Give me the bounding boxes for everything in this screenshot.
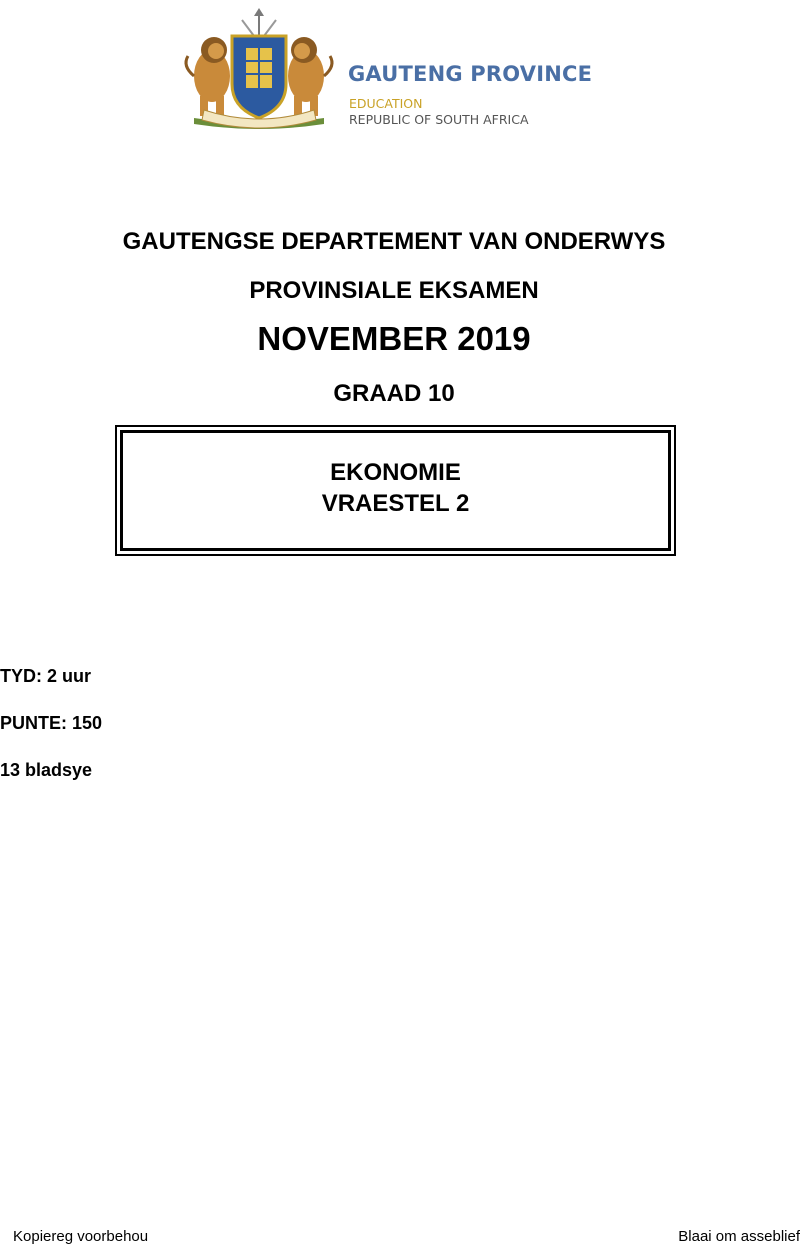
exam-marks: PUNTE: 150 <box>0 713 103 733</box>
subject-box <box>115 425 676 556</box>
grade-heading: GRAAD 10 <box>333 380 455 407</box>
turn-over-notice: Blaai om asseblief <box>678 1228 800 1245</box>
paper-number: VRAESTEL 2 <box>321 490 470 517</box>
gauteng-logo <box>160 0 650 152</box>
department-heading: GAUTENGSE DEPARTEMENT VAN ONDERWYS <box>122 228 666 255</box>
exam-heading: PROVINSIALE EKSAMEN <box>249 277 539 304</box>
logo-subtitle: EDUCATION <box>349 96 423 111</box>
exam-time: TYD: 2 uur <box>0 666 92 686</box>
copyright-notice: Kopiereg voorbehou <box>13 1228 149 1245</box>
logo-title: GAUTENG PROVINCE <box>348 62 593 86</box>
subject-name: EKONOMIE <box>330 459 461 486</box>
exam-date: NOVEMBER 2019 <box>257 320 531 357</box>
subject-box-inner <box>120 430 671 551</box>
page-count: 13 bladsye <box>0 760 93 780</box>
coat-of-arms-icon <box>174 6 344 134</box>
logo-country: REPUBLIC OF SOUTH AFRICA <box>349 112 529 127</box>
